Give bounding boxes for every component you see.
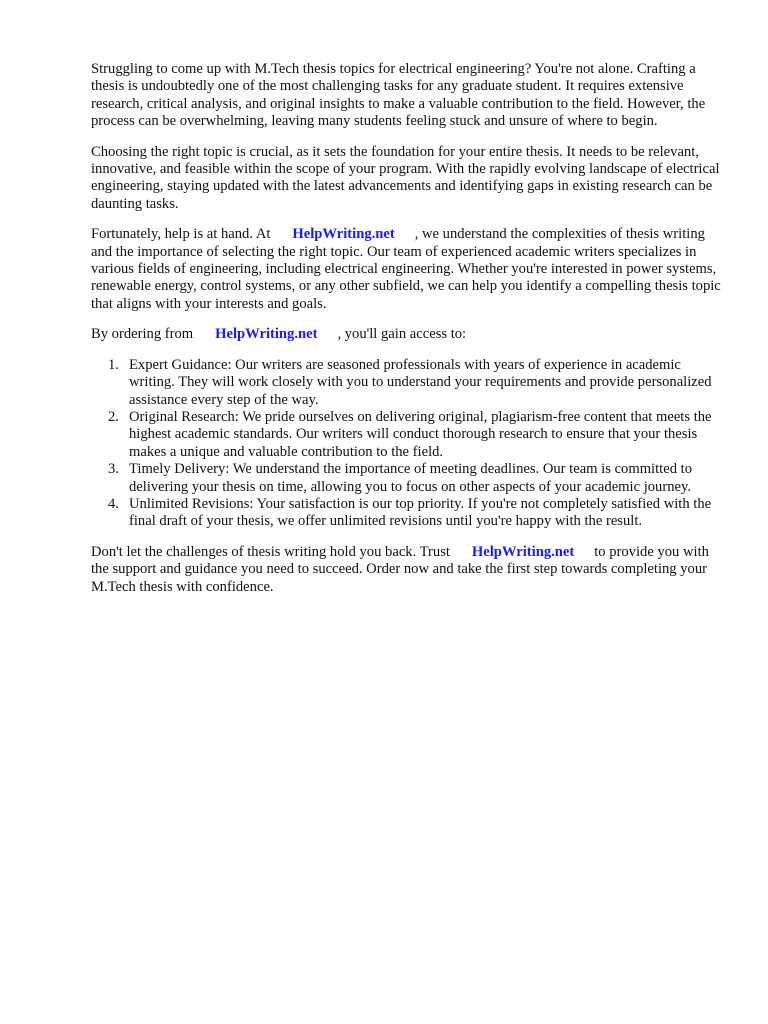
closing-paragraph-rest: to provide you with the support and guidance you need to succeed. Order now and take the first step towards completing your M.Tech thesis with confidence.: [91, 543, 709, 595]
list-item-number: 4.: [108, 495, 119, 512]
ordering-paragraph-lead: By ordering from: [91, 326, 194, 343]
list-item-number: 1.: [108, 356, 119, 373]
list-item: [91, 461, 723, 496]
help-paragraph-lead: Fortunately, help is at hand. At: [91, 226, 271, 243]
helpwriting-link-2[interactable]: HelpWriting.net: [215, 326, 318, 343]
helpwriting-link-3[interactable]: HelpWriting.net: [471, 543, 575, 560]
helpwriting-link-1[interactable]: HelpWriting.net: [292, 226, 395, 243]
list-item: [91, 357, 723, 409]
list-item-text: Expert Guidance: Our writers are seasoned professionals with years of experience in academic writing. They will work closely with you to understand your requirements and provide personalized assistance every step of the way.: [129, 356, 712, 408]
document-page: [91, 61, 723, 609]
list-item: [91, 496, 723, 531]
closing-paragraph: [91, 544, 723, 596]
topic-paragraph: Choosing the right topic is crucial, as it sets the foundation for your entire thesis. It needs to be relevant, innovative, and feasible within the scope of your program. With the rapidly evolving landscape of electrical engineering, staying updated with the latest advancements and identifying gaps in existing research can be daunting tasks.: [91, 143, 720, 212]
list-item-number: 2.: [108, 408, 119, 425]
benefits-list: [91, 357, 723, 531]
list-item-number: 3.: [108, 461, 119, 478]
ordering-paragraph: [91, 326, 723, 343]
intro-paragraph: Struggling to come up with M.Tech thesis topics for electrical engineering? You're not alone. Crafting a thesis is undoubtedly one of the most challenging tasks for any graduate student. It requires extensive research, critical analysis, and original insights to make a valuable contribution to the field. However, the process can be overwhelming, leaving many students feeling stuck and unsure of where to begin.: [91, 61, 706, 130]
list-item-text: Unlimited Revisions: Your satisfaction is our top priority. If you're not completely satisfied with the final draft of your thesis, we offer unlimited revisions until you're happy with the result.: [129, 495, 712, 530]
list-item: [91, 409, 723, 461]
ordering-paragraph-rest: , you'll gain access to:: [337, 326, 467, 343]
help-paragraph-rest: , we understand the complexities of thesis writing and the importance of selecting the right topic. Our team of experienced academic writers specializes in various fields of engineering, including electrical engineering. Whether you're interested in power systems, renewable energy, control systems, or any other subfield, we can help you identify a compelling thesis topic that aligns with your interests and goals.: [91, 226, 721, 312]
list-item-text: Timely Delivery: We understand the importance of meeting deadlines. Our team is committed to delivering your thesis on time, allowing you to focus on other aspects of your academic journey.: [129, 461, 692, 495]
closing-paragraph-lead: Don't let the challenges of thesis writing hold you back. Trust: [91, 543, 450, 560]
list-item-text: Original Research: We pride ourselves on delivering original, plagiarism-free content that meets the highest academic standards. Our writers will conduct thorough research to ensure that your thesis makes a unique and valuable contribution to the field.: [129, 408, 712, 460]
help-paragraph: [91, 226, 723, 313]
